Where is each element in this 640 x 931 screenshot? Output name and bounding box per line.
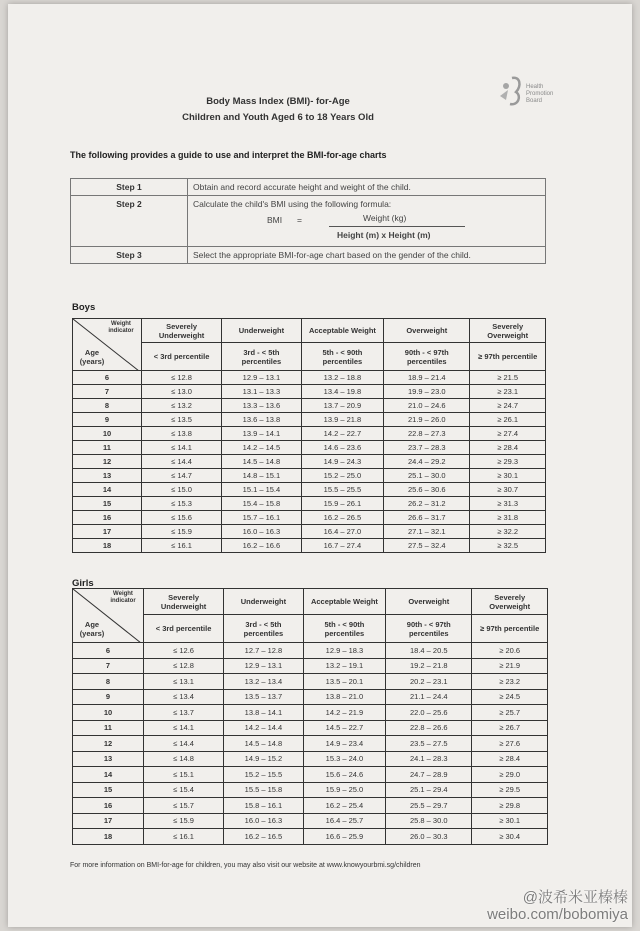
table-row [73,399,546,413]
bmi-range-cell: 13.6 – 13.8 [222,413,302,427]
bmi-range-cell: 22.0 – 25.6 [386,705,472,721]
table-row [73,736,548,752]
table-row [73,413,546,427]
bmi-range-cell: 13.5 – 13.7 [224,689,304,705]
bmi-range-cell: 14.8 – 15.1 [222,469,302,483]
bmi-range-cell: 14.6 – 23.6 [301,441,383,455]
bmi-range-cell: 14.2 – 14.4 [224,720,304,736]
age-cell: 12 [73,455,142,469]
percentile-header: 3rd - < 5th percentiles [222,343,302,371]
intro-text: The following provides a guide to use and interpret the BMI-for-age charts [70,150,387,160]
bmi-range-cell: 15.6 – 24.6 [303,767,385,783]
bmi-range-cell: ≥ 32.2 [470,525,546,539]
bmi-range-cell: 14.2 – 14.5 [222,441,302,455]
bmi-range-cell: ≤ 15.1 [144,767,224,783]
category-header-row [73,589,548,615]
age-cell: 10 [73,705,144,721]
table-row [73,798,548,814]
formula-bmi: BMI [267,215,283,225]
bmi-range-cell: 13.2 – 13.4 [224,674,304,690]
bmi-range-cell: 25.8 – 30.0 [386,813,472,829]
bmi-range-cell: 13.7 – 20.9 [301,399,383,413]
bmi-range-cell: ≤ 15.7 [144,798,224,814]
table-row [73,782,548,798]
bmi-range-cell: 12.9 – 13.1 [224,658,304,674]
bmi-range-cell: 19.2 – 21.8 [386,658,472,674]
bmi-range-cell: ≤ 16.1 [144,829,224,845]
bmi-range-cell: 14.9 – 24.3 [301,455,383,469]
health-promotion-board-logo [498,74,560,114]
age-cell: 8 [73,399,142,413]
bmi-range-cell: 14.9 – 15.2 [224,751,304,767]
table-row [73,689,548,705]
bmi-range-cell: ≤ 16.1 [142,539,222,553]
bmi-range-cell: 26.0 – 30.3 [386,829,472,845]
table-row [73,829,548,845]
bmi-range-cell: 22.8 – 27.3 [384,427,470,441]
bmi-range-cell: 13.9 – 21.8 [301,413,383,427]
bmi-range-cell: ≤ 14.7 [142,469,222,483]
age-cell: 13 [73,469,142,483]
bmi-range-cell: 13.8 – 14.1 [224,705,304,721]
bmi-range-cell: 13.5 – 20.1 [303,674,385,690]
bmi-range-cell: 16.2 – 16.5 [224,829,304,845]
weight-indicator-label: Weight indicator [110,591,136,604]
bmi-range-cell: 25.1 – 29.4 [386,782,472,798]
table-row [73,385,546,399]
table-row [73,441,546,455]
table-row [73,455,546,469]
bmi-range-cell: ≥ 30.7 [470,483,546,497]
bmi-range-cell: 23.5 – 27.5 [386,736,472,752]
bmi-range-cell: 16.4 – 25.7 [303,813,385,829]
bmi-range-cell: ≤ 13.2 [142,399,222,413]
table-row [73,658,548,674]
document-title: Body Mass Index (BMI)- for-Age [206,96,350,107]
bmi-range-cell: 24.4 – 29.2 [384,455,470,469]
step-text: Obtain and record accurate height and weight of the child. [188,179,546,196]
step-text: Calculate the child's BMI using the following formula: [193,199,392,209]
bmi-range-cell: ≥ 29.5 [472,782,548,798]
bmi-range-cell: 27.5 – 32.4 [384,539,470,553]
age-cell: 15 [73,497,142,511]
bmi-range-cell: ≤ 13.0 [142,385,222,399]
age-cell: 18 [73,829,144,845]
table-row [73,539,546,553]
bmi-range-cell: ≤ 15.0 [142,483,222,497]
bmi-range-cell: 24.7 – 28.9 [386,767,472,783]
category-header: Severely Underweight [142,319,222,343]
bmi-range-cell: 20.2 – 23.1 [386,674,472,690]
step-label: Step 2 [71,196,188,247]
age-cell: 7 [73,385,142,399]
formula-denominator: Height (m) x Height (m) [337,230,431,240]
bmi-range-cell: ≥ 27.6 [472,736,548,752]
bmi-range-cell: 12.9 – 13.1 [222,371,302,385]
bmi-range-cell: 13.2 – 19.1 [303,658,385,674]
age-cell: 16 [73,511,142,525]
fraction-bar [329,226,465,227]
weight-indicator-label: Weight indicator [108,321,134,334]
table-row [73,751,548,767]
logo-figure-icon [498,74,528,110]
bmi-range-cell: ≥ 29.0 [472,767,548,783]
bmi-range-cell: ≤ 13.7 [144,705,224,721]
category-header: Acceptable Weight [301,319,383,343]
bmi-range-cell: 16.2 – 25.4 [303,798,385,814]
percentile-header: 90th - < 97th percentiles [386,615,472,643]
boys-bmi-table [72,318,546,553]
bmi-range-cell: 21.1 – 24.4 [386,689,472,705]
corner-header [73,589,144,643]
category-header: Severely Overweight [470,319,546,343]
footer-note: For more information on BMI-for-age for children, you may also visit our website at www.knowyourbmi.sg/children [70,862,421,869]
bmi-range-cell: ≥ 29.8 [472,798,548,814]
age-cell: 11 [73,720,144,736]
bmi-range-cell: ≥ 24.7 [470,399,546,413]
bmi-range-cell: 15.3 – 24.0 [303,751,385,767]
age-cell: 6 [73,643,144,659]
bmi-range-cell: 18.4 – 20.5 [386,643,472,659]
percentile-header: 5th - < 90th percentiles [303,615,385,643]
bmi-range-cell: ≤ 12.8 [144,658,224,674]
bmi-range-cell: ≤ 15.3 [142,497,222,511]
bmi-range-cell: ≤ 14.4 [142,455,222,469]
bmi-range-cell: 12.9 – 18.3 [303,643,385,659]
table-row [73,469,546,483]
bmi-range-cell: ≤ 14.1 [144,720,224,736]
percentile-header-row [73,343,546,371]
bmi-range-cell: ≥ 26.1 [470,413,546,427]
table-row [73,705,548,721]
step-label: Step 3 [71,247,188,264]
bmi-range-cell: ≤ 15.4 [144,782,224,798]
bmi-range-cell: ≥ 26.7 [472,720,548,736]
bmi-formula [193,209,540,243]
table-row [73,525,546,539]
bmi-range-cell: 14.2 – 21.9 [303,705,385,721]
percentile-header: ≥ 97th percentile [470,343,546,371]
table-row [73,767,548,783]
formula-equals: = [297,215,302,225]
bmi-range-cell: ≤ 13.1 [144,674,224,690]
bmi-range-cell: ≥ 25.7 [472,705,548,721]
bmi-range-cell: 15.8 – 16.1 [224,798,304,814]
bmi-range-cell: ≥ 28.4 [472,751,548,767]
step-row [71,247,546,264]
bmi-range-cell: ≥ 21.9 [472,658,548,674]
bmi-range-cell: ≥ 21.5 [470,371,546,385]
age-label: Age (years) [79,620,105,638]
age-cell: 7 [73,658,144,674]
bmi-range-cell: ≤ 12.6 [144,643,224,659]
bmi-range-cell: 19.9 – 23.0 [384,385,470,399]
age-cell: 8 [73,674,144,690]
bmi-range-cell: ≤ 14.1 [142,441,222,455]
step-text-with-formula [188,196,546,247]
age-cell: 12 [73,736,144,752]
table-row [73,813,548,829]
table-row [73,674,548,690]
bmi-range-cell: 25.1 – 30.0 [384,469,470,483]
table-row [73,371,546,385]
bmi-range-cell: 21.0 – 24.6 [384,399,470,413]
bmi-range-cell: ≤ 14.8 [144,751,224,767]
percentile-header-row [73,615,548,643]
bmi-range-cell: 12.7 – 12.8 [224,643,304,659]
bmi-range-cell: 15.5 – 25.5 [301,483,383,497]
bmi-range-cell: ≥ 27.4 [470,427,546,441]
category-header: Overweight [386,589,472,615]
document-page [8,4,632,927]
bmi-range-cell: 13.3 – 13.6 [222,399,302,413]
bmi-range-cell: 25.6 – 30.6 [384,483,470,497]
bmi-range-cell: 24.1 – 28.3 [386,751,472,767]
age-cell: 14 [73,767,144,783]
table-row [73,511,546,525]
bmi-range-cell: 14.2 – 22.7 [301,427,383,441]
bmi-range-cell: ≥ 31.8 [470,511,546,525]
bmi-range-cell: ≥ 29.3 [470,455,546,469]
bmi-range-cell: 16.0 – 16.3 [222,525,302,539]
age-cell: 14 [73,483,142,497]
table-row [73,483,546,497]
bmi-range-cell: ≤ 13.5 [142,413,222,427]
bmi-range-cell: 14.5 – 14.8 [222,455,302,469]
bmi-range-cell: 26.2 – 31.2 [384,497,470,511]
bmi-range-cell: 15.2 – 25.0 [301,469,383,483]
document-subtitle: Children and Youth Aged 6 to 18 Years Old [182,112,374,123]
bmi-range-cell: 13.1 – 13.3 [222,385,302,399]
bmi-range-cell: ≥ 31.3 [470,497,546,511]
category-header: Severely Overweight [472,589,548,615]
table-row [73,427,546,441]
step-text: Select the appropriate BMI-for-age chart based on the gender of the child. [188,247,546,264]
table-row [73,497,546,511]
steps-table [70,178,546,264]
age-cell: 9 [73,689,144,705]
bmi-range-cell: 16.4 – 27.0 [301,525,383,539]
table-row [73,720,548,736]
category-header: Acceptable Weight [303,589,385,615]
age-cell: 11 [73,441,142,455]
bmi-range-cell: 16.0 – 16.3 [224,813,304,829]
category-header: Severely Underweight [144,589,224,615]
bmi-range-cell: ≤ 14.4 [144,736,224,752]
bmi-range-cell: ≥ 28.4 [470,441,546,455]
bmi-range-cell: ≥ 24.5 [472,689,548,705]
age-cell: 9 [73,413,142,427]
age-cell: 6 [73,371,142,385]
percentile-header: < 3rd percentile [144,615,224,643]
age-cell: 13 [73,751,144,767]
bmi-range-cell: ≥ 23.2 [472,674,548,690]
girls-table-body [73,643,548,845]
bmi-range-cell: ≤ 13.8 [142,427,222,441]
bmi-range-cell: ≥ 30.4 [472,829,548,845]
step-label: Step 1 [71,179,188,196]
age-cell: 18 [73,539,142,553]
bmi-range-cell: 18.9 – 21.4 [384,371,470,385]
bmi-range-cell: ≥ 30.1 [472,813,548,829]
age-cell: 17 [73,813,144,829]
bmi-range-cell: 15.9 – 25.0 [303,782,385,798]
bmi-range-cell: 16.2 – 16.6 [222,539,302,553]
percentile-header: 3rd - < 5th percentiles [224,615,304,643]
bmi-range-cell: 27.1 – 32.1 [384,525,470,539]
bmi-range-cell: 14.5 – 22.7 [303,720,385,736]
bmi-range-cell: ≥ 23.1 [470,385,546,399]
bmi-range-cell: 13.9 – 14.1 [222,427,302,441]
category-header: Underweight [222,319,302,343]
bmi-range-cell: 15.7 – 16.1 [222,511,302,525]
percentile-header: 5th - < 90th percentiles [301,343,383,371]
bmi-range-cell: 16.6 – 25.9 [303,829,385,845]
age-cell: 15 [73,782,144,798]
bmi-range-cell: 13.4 – 19.8 [301,385,383,399]
bmi-range-cell: 16.7 – 27.4 [301,539,383,553]
bmi-range-cell: 23.7 – 28.3 [384,441,470,455]
bmi-range-cell: 13.8 – 21.0 [303,689,385,705]
bmi-range-cell: 16.2 – 26.5 [301,511,383,525]
bmi-range-cell: ≤ 13.4 [144,689,224,705]
percentile-header: ≥ 97th percentile [472,615,548,643]
formula-numerator: Weight (kg) [363,213,407,223]
category-header: Overweight [384,319,470,343]
bmi-range-cell: 15.5 – 15.8 [224,782,304,798]
age-cell: 17 [73,525,142,539]
bmi-range-cell: ≤ 12.8 [142,371,222,385]
bmi-range-cell: 15.4 – 15.8 [222,497,302,511]
bmi-range-cell: 15.9 – 26.1 [301,497,383,511]
bmi-range-cell: 13.2 – 18.8 [301,371,383,385]
bmi-range-cell: ≤ 15.9 [142,525,222,539]
percentile-header: < 3rd percentile [142,343,222,371]
boys-section-label: Boys [72,302,96,313]
bmi-range-cell: 21.9 – 26.0 [384,413,470,427]
step-row [71,196,546,247]
girls-bmi-table [72,588,548,845]
boys-table-body [73,371,546,553]
category-header-row [73,319,546,343]
bmi-range-cell: ≤ 15.6 [142,511,222,525]
bmi-range-cell: 15.1 – 15.4 [222,483,302,497]
watermark-url: weibo.com/bobomiya [487,906,628,923]
bmi-range-cell: 14.9 – 23.4 [303,736,385,752]
bmi-range-cell: 22.8 – 26.6 [386,720,472,736]
age-cell: 16 [73,798,144,814]
percentile-header: 90th - < 97th percentiles [384,343,470,371]
girls-section-label: Girls [72,578,94,589]
bmi-range-cell: 26.6 – 31.7 [384,511,470,525]
bmi-range-cell: ≥ 20.6 [472,643,548,659]
bmi-range-cell: 14.5 – 14.8 [224,736,304,752]
bmi-range-cell: ≤ 15.9 [144,813,224,829]
age-cell: 10 [73,427,142,441]
bmi-range-cell: 15.2 – 15.5 [224,767,304,783]
table-row [73,643,548,659]
watermark-handle: @波希米亚榛榛 [522,889,628,906]
category-header: Underweight [224,589,304,615]
bmi-range-cell: ≥ 30.1 [470,469,546,483]
bmi-range-cell: ≥ 32.5 [470,539,546,553]
corner-header [73,319,142,371]
bmi-range-cell: 25.5 – 29.7 [386,798,472,814]
logo-text: Health Promotion Board [526,84,554,104]
age-label: Age (years) [79,348,105,366]
step-row [71,179,546,196]
